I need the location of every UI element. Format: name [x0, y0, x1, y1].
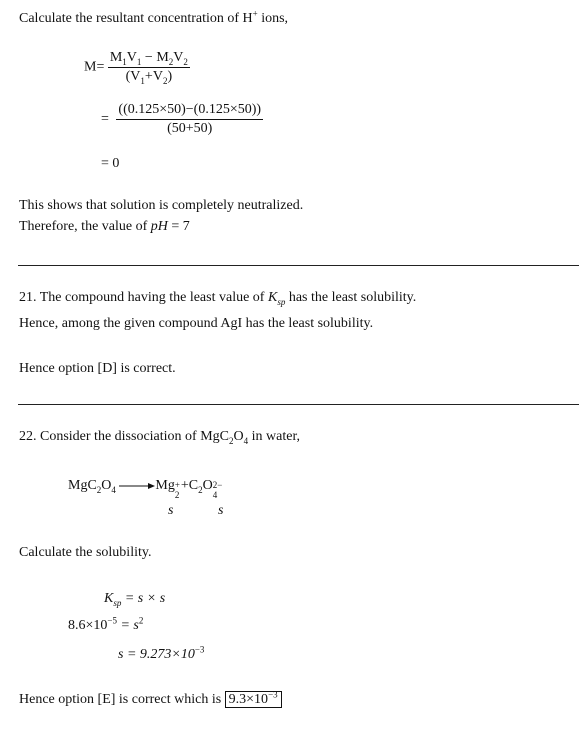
divider-1	[18, 265, 579, 266]
q21-answer: Hence option [D] is correct.	[19, 361, 176, 376]
boxed-answer: $9.3\times 10^{-3}$	[225, 691, 282, 708]
result-line: = 0	[101, 156, 120, 171]
conclusion-line-2: Therefore, the value of pH = 7	[19, 219, 190, 234]
value-line: $8.6\times 10^{-5} = s^2$	[68, 615, 144, 633]
s-label-mg: s	[168, 503, 174, 518]
numeric-denominator: (50+50)	[167, 121, 213, 136]
equals-sign: =	[101, 111, 109, 127]
reaction-arrow-icon	[119, 481, 155, 491]
m-formula	[84, 50, 190, 85]
s-label-oxalate: s	[218, 503, 224, 518]
q21-line-1: 21. The compound having the least value of $K_{sp}$ has the least solubility.	[19, 290, 417, 307]
solubility-line: $s = 9.273\times 10^{-3}$	[118, 644, 205, 662]
numeric-numerator: ((0.125×50)−(0.125×50))	[116, 102, 263, 120]
dissociation-equation: $MgC_2O_4$ Mg + 2 $+C_2O$ 2− 4	[68, 478, 223, 500]
ksp-line: $K_{sp} = s \times s$	[104, 591, 166, 608]
numeric-formula	[101, 102, 263, 137]
m-fraction: $\frac{M_1V_1 - M_2V_2}{(V_1+V_2)}$	[109, 50, 188, 86]
q21-line-2: Hence, among the given compound AgI has the least solubility.	[19, 316, 374, 331]
intro-text: Calculate the resultant concentration of H+ ions,	[19, 8, 289, 26]
conclusion-line-1: This shows that solution is completely neutralized.	[19, 198, 304, 213]
calc-label: Calculate the solubility.	[19, 545, 152, 560]
m-label: M=	[84, 59, 105, 75]
numeric-fraction	[116, 102, 263, 137]
q22-intro: 22. Consider the dissociation of $MgC_2O_4$ in water,	[19, 429, 301, 446]
final-answer: Hence option [E] is correct which is $9.3\times 10^{-3}$	[19, 692, 282, 708]
divider-2	[18, 404, 579, 405]
